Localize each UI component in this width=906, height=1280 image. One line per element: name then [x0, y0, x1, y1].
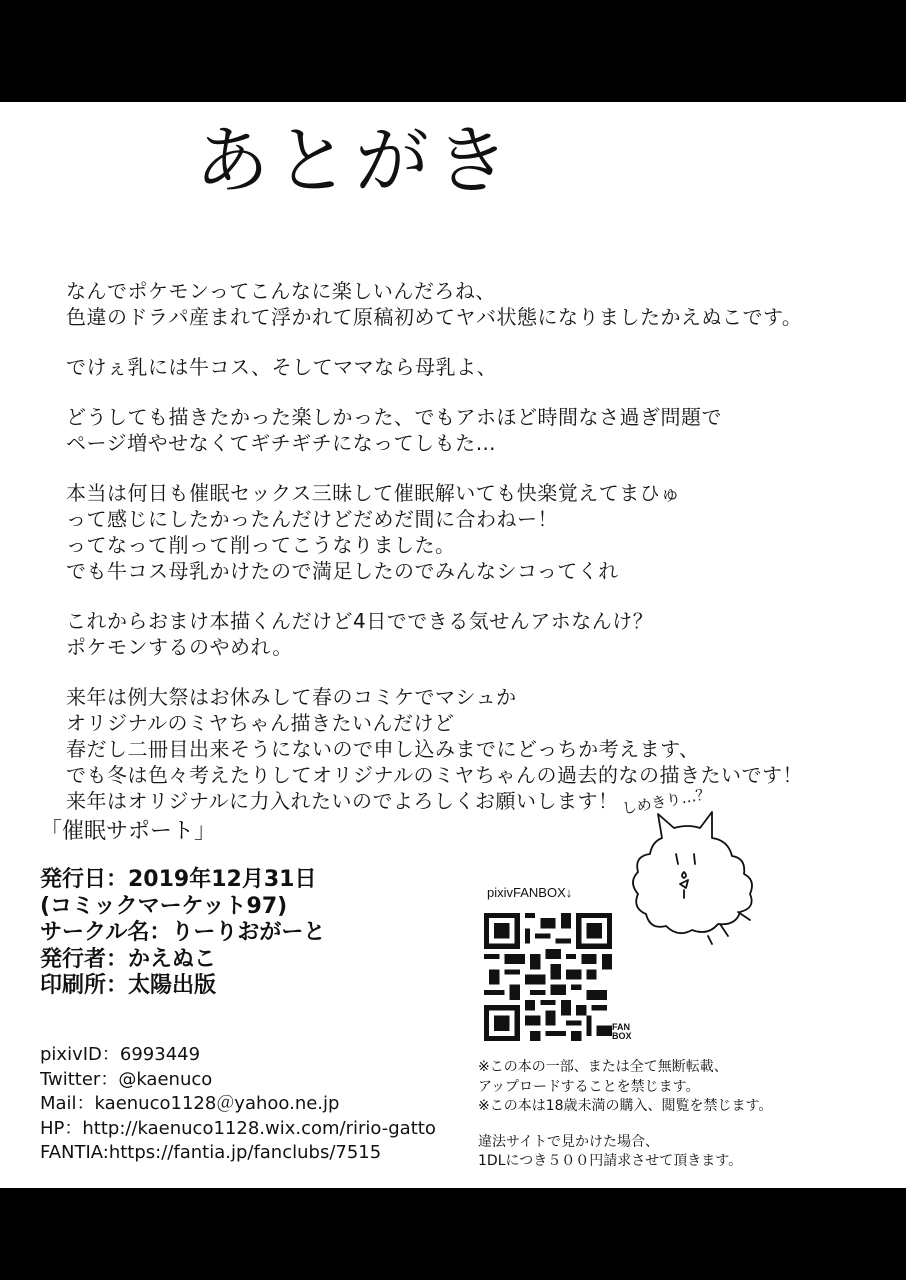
note-paragraph — [66, 354, 846, 380]
fanbox-logo — [612, 1023, 632, 1041]
note-line: 本当は何日も催眠セックス三昧して催眠解いても快楽覚えてまひゅ — [66, 481, 681, 505]
note-line: 来年は例大祭はお休みして春のコミケでマシュか — [66, 685, 517, 709]
contact-pixiv: pixivID：6993449 — [40, 1044, 201, 1065]
colophon — [40, 867, 325, 1000]
note-line: でも牛コス母乳かけたので満足したのでみんなシコってくれ — [66, 559, 619, 583]
doodle-caption: しめきり…？ — [620, 784, 713, 818]
note-paragraph — [66, 608, 846, 660]
bottom-border — [0, 1188, 906, 1280]
note-paragraph — [66, 480, 846, 584]
note-paragraph — [66, 278, 846, 330]
colophon-event: (コミックマーケット97) — [40, 893, 288, 919]
contact-fantia: FANTIA:https://fantia.jp/fanclubs/7515 — [40, 1142, 382, 1163]
legal-spacer — [478, 1117, 772, 1133]
contact-homepage: HP：http://kaenuco1128.wix.com/ririo-gatto — [40, 1117, 436, 1139]
note-line: ページ増やせなくてギチギチになってしもた… — [66, 431, 497, 455]
legal-notice — [478, 1058, 772, 1172]
qr-label: pixivFANBOX↓ — [487, 885, 573, 900]
legal-line: ※この本の一部、または全て無断転載、 — [478, 1059, 728, 1075]
colophon-circle: サークル名：りーりおがーと — [40, 920, 326, 945]
note-line: ってなって削って削ってこうなりました。 — [66, 533, 456, 557]
afterword-heading: あとがき — [195, 118, 515, 204]
note-line: これからおまけ本描くんだけど4日でできる気せんアホなんけ？ — [66, 609, 654, 633]
note-line: どうしても描きたかった楽しかった、でもアホほど時間なさ過ぎ問題で — [66, 405, 722, 429]
note-line: って感じにしたかったんだけどだめだ間に合わねー！ — [66, 507, 558, 531]
note-line: でも冬は色々考えたりしてオリジナルのミヤちゃんの過去的なの描きたいです！ — [66, 763, 803, 787]
fanbox-logo-top: FAN — [612, 1022, 630, 1032]
legal-line: アップロードすることを禁じます。 — [478, 1078, 700, 1095]
work-title: 「催眠サポート」 — [40, 819, 217, 844]
note-line: オリジナルのミヤちゃん描きたいんだけど — [66, 711, 455, 735]
fanbox-logo-bottom: BOX — [612, 1031, 632, 1041]
note-line: なんでポケモンってこんなに楽しいんだろね、 — [66, 279, 496, 303]
note-line: 色違のドラパ産まれて浮かれて原稿初めてヤバ状態になりましたかえぬこです。 — [66, 305, 803, 329]
legal-line: 違法サイトで見かけた場合、 — [478, 1133, 660, 1150]
note-line: でけぇ乳には牛コス、そしてママなら母乳よ、 — [66, 355, 498, 379]
note-line: 春だし二冊目出来そうにないので申し込みまでにどっちか考えます、 — [66, 737, 700, 761]
cat-doodle-icon — [600, 776, 790, 956]
colophon-release-date: 発行日：2019年12月31日 — [40, 867, 317, 892]
note-paragraph — [66, 404, 846, 456]
qr-code-icon — [484, 913, 612, 1041]
contact-mail: Mail：kaenuco1128＠yahoo.ne.jp — [40, 1093, 340, 1114]
note-line: ポケモンするのやめれ。 — [66, 635, 293, 659]
note-line: 来年はオリジナルに力入れたいのでよろしくお願いします！ — [66, 789, 619, 813]
afterword-note — [66, 278, 846, 838]
legal-line: ※この本は18歳未満の購入、閲覧を禁じます。 — [478, 1098, 773, 1114]
colophon-publisher: 発行者：かえぬこ — [40, 946, 217, 972]
contact-list — [40, 1043, 436, 1166]
colophon-printer: 印刷所：太陽出版 — [40, 973, 217, 998]
legal-line: 1DLにつき５００円請求させて頂きます。 — [478, 1153, 743, 1169]
afterword-page — [0, 102, 906, 1188]
contact-twitter: Twitter：@kaenuco — [40, 1068, 213, 1090]
